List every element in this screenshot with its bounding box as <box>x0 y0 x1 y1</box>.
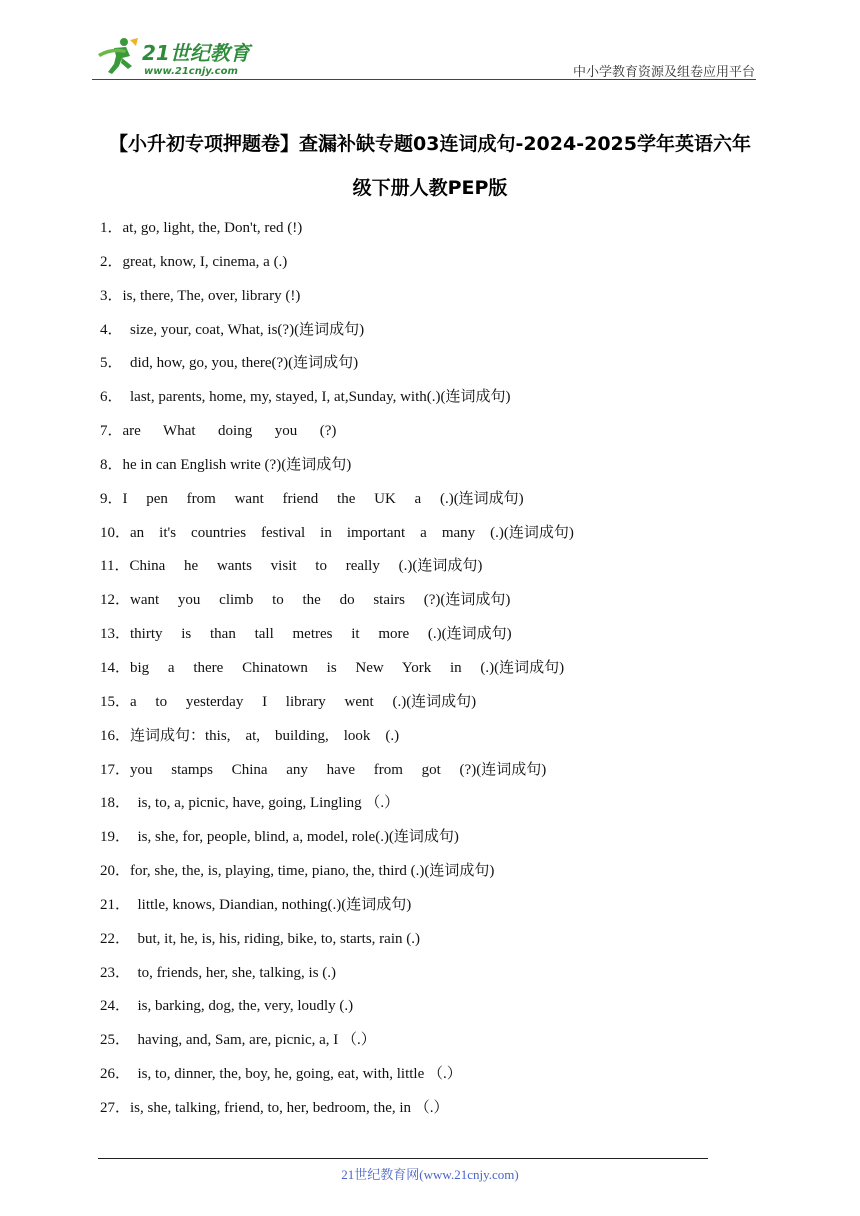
question-text: is, to, a, picnic, have, going, Lingling （.） <box>130 795 400 812</box>
question-text: but, it, he, is, his, riding, bike, to, starts, rain (.) <box>130 930 420 947</box>
question-item <box>100 1063 780 1097</box>
question-item <box>100 454 780 488</box>
question-item <box>100 826 780 860</box>
question-item <box>100 488 780 522</box>
question-number: 24． <box>100 998 131 1015</box>
question-text: is, barking, dog, the, very, loudly (.) <box>130 998 354 1015</box>
question-number: 20． <box>100 863 131 880</box>
logo-url: www.21cnjy.com <box>144 66 238 77</box>
question-text: a to yesterday I library went (.)(连词成句) <box>130 693 477 710</box>
question-item <box>100 1097 780 1131</box>
question-item <box>100 319 780 353</box>
question-number: 6． <box>100 389 123 406</box>
question-text: to, friends, her, she, talking, is (.) <box>130 964 337 981</box>
document-title <box>80 122 780 210</box>
question-number: 3． <box>100 287 123 304</box>
question-item <box>100 217 780 251</box>
question-number: 2． <box>100 253 123 270</box>
question-text: is, she, talking, friend, to, her, bedroom, the, in （.） <box>130 1099 449 1116</box>
question-item <box>100 860 780 894</box>
question-number: 1． <box>100 220 123 236</box>
question-number: 14． <box>100 659 131 676</box>
question-item <box>100 657 780 691</box>
question-text: is, there, The, over, library (!) <box>122 287 301 304</box>
footer-link[interactable]: 21世纪教育网(www.21cnjy.com) <box>341 1167 519 1182</box>
title-line-1: 【小升初专项押题卷】查漏补缺专题03连词成句-2024-2025学年英语六年 <box>109 133 751 155</box>
question-number: 21． <box>100 896 131 913</box>
runner-logo-icon <box>98 38 138 74</box>
question-text: is, to, dinner, the, boy, he, going, eat, with, little （.） <box>130 1066 462 1083</box>
question-text: you stamps China any have from got (?)(连词成句) <box>130 761 547 778</box>
question-number: 10． <box>100 524 131 541</box>
site-logo[interactable] <box>92 36 262 80</box>
question-text: great, know, I, cinema, a (.) <box>122 253 288 270</box>
question-item <box>100 589 780 623</box>
question-number: 23． <box>100 964 131 981</box>
question-text: he in can English write (?)(连词成句) <box>122 456 352 473</box>
logo-wordmark: 21世纪教育 <box>142 41 250 65</box>
question-number: 26． <box>100 1066 131 1083</box>
question-number: 11． <box>100 558 130 575</box>
question-text: thirty is than tall metres it more (.)(连词成句) <box>130 626 512 643</box>
question-text: size, your, coat, What, is(?)(连词成句) <box>122 321 365 338</box>
question-item <box>100 995 780 1029</box>
question-text: for, she, the, is, playing, time, piano, the, third (.)(连词成句) <box>130 863 495 880</box>
question-number: 15． <box>100 693 131 710</box>
question-text: China he wants visit to really (.)(连词成句) <box>129 558 483 575</box>
question-number: 13． <box>100 626 131 643</box>
question-item <box>100 522 780 556</box>
question-text: big a there Chinatown is New York in (.)(连词成句) <box>130 659 565 676</box>
question-item <box>100 792 780 826</box>
question-item <box>100 386 780 420</box>
question-item <box>100 1029 780 1063</box>
question-item <box>100 928 780 962</box>
question-number: 5． <box>100 355 123 372</box>
question-number: 22． <box>100 930 131 947</box>
question-text: did, how, go, you, there(?)(连词成句) <box>122 355 359 372</box>
title-line-2: 级下册人教PEP版 <box>352 177 508 199</box>
question-text: little, knows, Diandian, nothing(.)(连词成句) <box>130 896 412 913</box>
header-divider <box>92 79 756 80</box>
footer-divider <box>98 1158 708 1159</box>
question-number: 18． <box>100 795 131 812</box>
question-number: 8． <box>100 456 123 473</box>
question-item <box>100 285 780 319</box>
question-item <box>100 555 780 589</box>
question-text: are What doing you (?) <box>122 423 337 440</box>
question-item <box>100 962 780 996</box>
question-number: 12． <box>100 592 131 609</box>
question-item <box>100 352 780 386</box>
question-text: want you climb to the do stairs (?)(连词成句) <box>130 592 511 609</box>
question-item <box>100 759 780 793</box>
question-item <box>100 894 780 928</box>
question-text: 连词成句：this, at, building, look (.) <box>130 727 400 744</box>
question-number: 25． <box>100 1032 131 1049</box>
question-number: 9． <box>100 490 123 507</box>
question-number: 16． <box>100 727 131 744</box>
question-item <box>100 420 780 454</box>
question-text: is, she, for, people, blind, a, model, role(.)(连词成句) <box>130 829 459 846</box>
question-number: 27． <box>100 1099 131 1116</box>
question-number: 4． <box>100 321 123 338</box>
question-item <box>100 691 780 725</box>
platform-caption: 中小学教育资源及组卷应用平台 <box>572 65 755 80</box>
question-number: 17． <box>100 761 131 778</box>
question-list <box>100 217 780 1131</box>
question-text: last, parents, home, my, stayed, I, at,Sunday, with(.)(连词成句) <box>122 389 511 406</box>
question-item <box>100 725 780 759</box>
question-text: at, go, light, the, Don't, red (!) <box>122 220 303 236</box>
question-text: having, and, Sam, are, picnic, a, I （.） <box>130 1032 376 1049</box>
question-text: I pen from want friend the UK a (.)(连词成句) <box>122 490 524 507</box>
question-text: an it's countries festival in important a many (.)(连词成句) <box>130 524 574 541</box>
question-number: 7． <box>100 423 123 440</box>
question-item <box>100 623 780 657</box>
question-number: 19． <box>100 829 131 846</box>
question-item <box>100 251 780 285</box>
